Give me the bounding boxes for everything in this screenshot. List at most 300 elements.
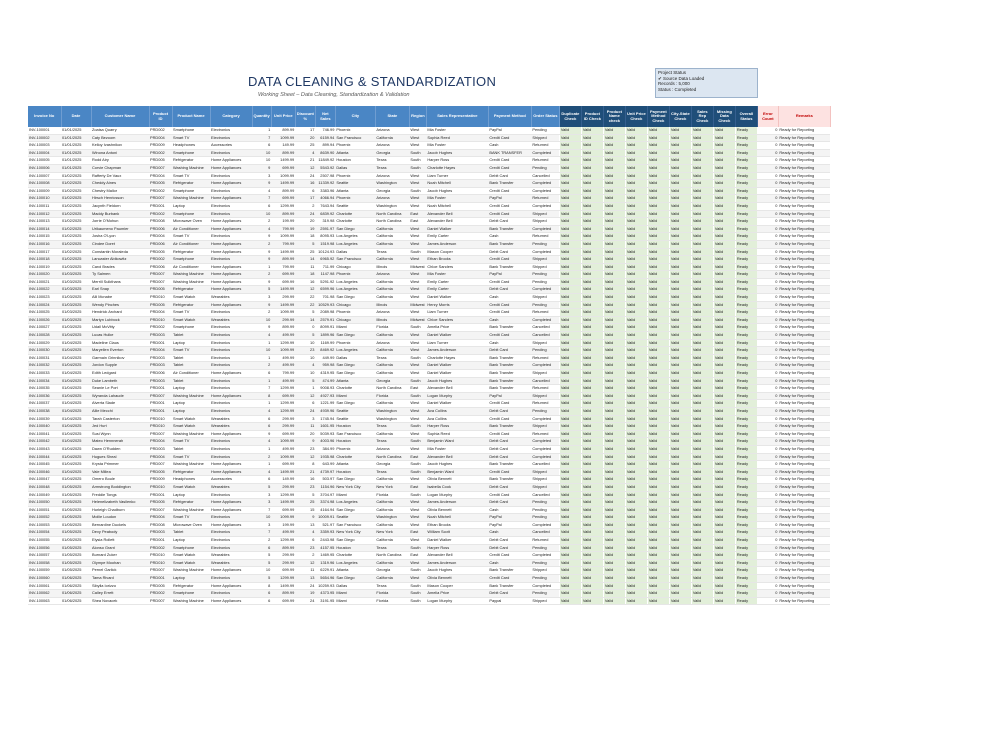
check-cell[interactable]: Valid <box>603 157 625 165</box>
check-cell[interactable]: Valid <box>647 415 669 423</box>
remarks-cell[interactable]: Ready for Reporting <box>778 225 830 233</box>
check-cell[interactable]: Valid <box>691 521 713 529</box>
table-cell[interactable]: Debit Card <box>488 286 531 294</box>
check-cell[interactable]: Valid <box>647 385 669 393</box>
check-cell[interactable]: Valid <box>559 453 581 461</box>
check-cell[interactable]: Valid <box>669 187 691 195</box>
table-cell[interactable]: Smart TV <box>172 347 210 355</box>
table-cell[interactable]: 6 <box>295 400 315 408</box>
table-cell[interactable]: PRD001 <box>149 407 172 415</box>
table-cell[interactable]: Smart TV <box>172 172 210 180</box>
check-cell[interactable]: Valid <box>603 567 625 575</box>
table-cell[interactable]: Mia Foster <box>426 271 488 279</box>
overall-status-cell[interactable]: Ready <box>735 240 757 248</box>
table-cell[interactable]: PRD007 <box>149 195 172 203</box>
table-cell[interactable]: 499.99 <box>271 354 295 362</box>
table-cell[interactable]: Devy Peabody <box>91 529 149 537</box>
table-cell[interactable]: 12 <box>295 164 315 172</box>
table-cell[interactable]: Illinois <box>375 301 409 309</box>
table-row[interactable] <box>28 529 830 537</box>
table-cell[interactable]: Alonso Grant <box>91 544 149 552</box>
check-cell[interactable]: Valid <box>559 233 581 241</box>
table-cell[interactable]: California <box>375 256 409 264</box>
remarks-cell[interactable]: Ready for Reporting <box>778 233 830 241</box>
check-cell[interactable]: Valid <box>559 385 581 393</box>
table-cell[interactable]: 1299.99 <box>271 385 295 393</box>
check-cell[interactable]: Valid <box>713 225 735 233</box>
table-row[interactable] <box>28 552 830 560</box>
table-cell[interactable]: Laptop <box>172 385 210 393</box>
table-cell[interactable]: PRD005 <box>149 248 172 256</box>
overall-status-cell[interactable]: Ready <box>735 423 757 431</box>
check-cell[interactable]: Valid <box>581 597 603 605</box>
check-cell[interactable]: Valid <box>603 559 625 567</box>
table-cell[interactable]: 3 <box>252 491 271 499</box>
table-cell[interactable]: INV-100012 <box>28 210 61 218</box>
check-cell[interactable]: Valid <box>669 316 691 324</box>
table-cell[interactable]: Shipped <box>531 294 559 302</box>
check-cell[interactable]: Valid <box>647 453 669 461</box>
table-cell[interactable]: PRD010 <box>149 483 172 491</box>
table-cell[interactable]: Smartphone <box>172 210 210 218</box>
table-cell[interactable]: Phoenix <box>335 271 375 279</box>
table-cell[interactable]: Seattle <box>335 407 375 415</box>
table-cell[interactable]: Pending <box>531 271 559 279</box>
table-cell[interactable]: Jorrie O'Mohun <box>91 218 149 226</box>
table-cell[interactable]: Completed <box>531 149 559 157</box>
remarks-cell[interactable]: Ready for Reporting <box>778 400 830 408</box>
table-cell[interactable]: South <box>409 187 426 195</box>
table-cell[interactable]: 01/06/2025 <box>61 575 91 583</box>
check-cell[interactable]: Valid <box>581 514 603 522</box>
table-cell[interactable]: East <box>409 385 426 393</box>
table-cell[interactable]: PRD001 <box>149 400 172 408</box>
table-cell[interactable]: Washing Machine <box>172 506 210 514</box>
table-cell[interactable]: Houston <box>335 423 375 431</box>
table-cell[interactable]: Miami <box>335 324 375 332</box>
check-cell[interactable]: Valid <box>625 225 647 233</box>
check-cell[interactable]: Valid <box>647 392 669 400</box>
table-cell[interactable]: 01/06/2025 <box>61 597 91 605</box>
table-cell[interactable]: West <box>409 271 426 279</box>
table-cell[interactable]: 10 <box>295 354 315 362</box>
table-cell[interactable]: 2591.97 <box>315 225 335 233</box>
check-cell[interactable]: Valid <box>559 559 581 567</box>
check-cell[interactable]: Valid <box>691 180 713 188</box>
table-cell[interactable]: Electronics <box>210 324 252 332</box>
table-cell[interactable]: Home Appliances <box>210 370 252 378</box>
table-cell[interactable]: Returned <box>531 385 559 393</box>
remarks-cell[interactable]: Ready for Reporting <box>778 590 830 598</box>
error-count-cell[interactable]: 0 <box>757 202 778 210</box>
table-cell[interactable]: West <box>409 415 426 423</box>
check-cell[interactable]: Valid <box>669 453 691 461</box>
check-cell[interactable]: Valid <box>603 339 625 347</box>
table-row[interactable] <box>28 575 830 583</box>
table-cell[interactable]: 2 <box>252 218 271 226</box>
check-cell[interactable]: Valid <box>691 392 713 400</box>
check-cell[interactable]: Valid <box>559 256 581 264</box>
table-row[interactable] <box>28 438 830 446</box>
table-cell[interactable]: Completed <box>531 187 559 195</box>
table-cell[interactable]: 01/02/2025 <box>61 202 91 210</box>
check-cell[interactable]: Valid <box>691 529 713 537</box>
check-cell[interactable]: Valid <box>691 567 713 575</box>
remarks-cell[interactable]: Ready for Reporting <box>778 445 830 453</box>
check-cell[interactable]: Valid <box>647 590 669 598</box>
table-row[interactable] <box>28 286 830 294</box>
check-cell[interactable]: Valid <box>559 248 581 256</box>
table-cell[interactable]: 01/04/2025 <box>61 415 91 423</box>
check-cell[interactable]: Valid <box>581 590 603 598</box>
column-header[interactable]: Quantity <box>252 106 271 127</box>
table-cell[interactable]: Smart TV <box>172 514 210 522</box>
check-cell[interactable]: Valid <box>581 483 603 491</box>
table-cell[interactable]: Home Appliances <box>210 271 252 279</box>
table-cell[interactable]: Vale Millea <box>91 468 149 476</box>
table-cell[interactable]: 01/01/2025 <box>61 164 91 172</box>
check-cell[interactable]: Valid <box>669 590 691 598</box>
table-cell[interactable]: INV-100027 <box>28 324 61 332</box>
table-cell[interactable]: Bank Transfer <box>488 567 531 575</box>
table-cell[interactable]: 13 <box>295 521 315 529</box>
table-cell[interactable]: Martyn Lubbock <box>91 316 149 324</box>
table-cell[interactable]: Corvie Chapman <box>91 164 149 172</box>
check-cell[interactable]: Valid <box>581 354 603 362</box>
table-cell[interactable]: Pending <box>531 301 559 309</box>
table-cell[interactable]: Seattle <box>335 514 375 522</box>
table-cell[interactable]: 25 <box>295 499 315 507</box>
table-cell[interactable]: Electronics <box>210 127 252 134</box>
table-cell[interactable]: Miami <box>335 491 375 499</box>
check-cell[interactable]: Valid <box>625 499 647 507</box>
check-cell[interactable]: Valid <box>581 362 603 370</box>
check-cell[interactable]: Valid <box>691 316 713 324</box>
table-cell[interactable]: Alli Mcnabe <box>91 294 149 302</box>
check-cell[interactable]: Valid <box>559 567 581 575</box>
check-column-header[interactable]: Missing Data Check <box>713 106 735 127</box>
table-cell[interactable]: 6 <box>252 142 271 150</box>
table-cell[interactable]: Smart Watch <box>172 316 210 324</box>
error-count-cell[interactable]: 0 <box>757 354 778 362</box>
check-cell[interactable]: Valid <box>559 301 581 309</box>
table-cell[interactable]: Electronics <box>210 400 252 408</box>
table-cell[interactable]: Phoenix <box>335 142 375 150</box>
check-cell[interactable]: Valid <box>691 256 713 264</box>
table-cell[interactable]: 7 <box>252 506 271 514</box>
table-row[interactable] <box>28 582 830 590</box>
table-cell[interactable]: Wearables <box>210 483 252 491</box>
check-cell[interactable]: Valid <box>603 240 625 248</box>
check-cell[interactable]: Valid <box>669 407 691 415</box>
table-cell[interactable]: Florida <box>375 590 409 598</box>
error-count-cell[interactable]: 0 <box>757 453 778 461</box>
check-cell[interactable]: Valid <box>647 256 669 264</box>
check-cell[interactable]: Valid <box>691 552 713 560</box>
overall-status-cell[interactable]: Ready <box>735 559 757 567</box>
check-cell[interactable]: Valid <box>691 263 713 271</box>
check-cell[interactable]: Valid <box>603 483 625 491</box>
table-cell[interactable]: 1169.99 <box>315 339 335 347</box>
table-cell[interactable]: PRD004 <box>149 172 172 180</box>
table-cell[interactable]: Cancelled <box>531 529 559 537</box>
table-cell[interactable]: 1499.99 <box>271 248 295 256</box>
check-cell[interactable]: Valid <box>713 453 735 461</box>
table-cell[interactable]: PRD005 <box>149 286 172 294</box>
table-cell[interactable]: INV-100005 <box>28 157 61 165</box>
table-row[interactable] <box>28 202 830 210</box>
table-cell[interactable]: San Diego <box>335 400 375 408</box>
table-cell[interactable]: 01/04/2025 <box>61 370 91 378</box>
table-cell[interactable]: Debit Card <box>488 453 531 461</box>
check-cell[interactable]: Valid <box>691 377 713 385</box>
table-row[interactable] <box>28 521 830 529</box>
table-cell[interactable]: Bank Transfer <box>488 476 531 484</box>
table-cell[interactable]: New York <box>375 483 409 491</box>
table-cell[interactable]: PayPal <box>488 271 531 279</box>
check-cell[interactable]: Valid <box>669 233 691 241</box>
table-cell[interactable]: Debit Card <box>488 218 531 226</box>
check-cell[interactable]: Valid <box>603 286 625 294</box>
table-cell[interactable]: Texas <box>375 157 409 165</box>
table-cell[interactable]: Dallas <box>335 164 375 172</box>
table-cell[interactable]: Mia Foster <box>426 142 488 150</box>
table-cell[interactable]: West <box>409 407 426 415</box>
table-cell[interactable]: 23 <box>295 544 315 552</box>
error-count-cell[interactable]: 0 <box>757 400 778 408</box>
table-cell[interactable]: 699.99 <box>271 278 295 286</box>
table-cell[interactable]: 22 <box>295 294 315 302</box>
table-cell[interactable]: PRD003 <box>149 354 172 362</box>
check-cell[interactable]: Valid <box>669 142 691 150</box>
table-cell[interactable]: South <box>409 324 426 332</box>
table-cell[interactable]: 01/04/2025 <box>61 423 91 431</box>
check-cell[interactable]: Valid <box>669 377 691 385</box>
table-cell[interactable]: San Diego <box>335 294 375 302</box>
check-cell[interactable]: Valid <box>669 225 691 233</box>
table-cell[interactable]: Washington <box>375 180 409 188</box>
table-cell[interactable]: Credit Card <box>488 400 531 408</box>
check-cell[interactable]: Valid <box>603 210 625 218</box>
table-cell[interactable]: Benjamin Ward <box>426 438 488 446</box>
table-cell[interactable]: Amelia Price <box>426 324 488 332</box>
table-cell[interactable]: West <box>409 278 426 286</box>
table-cell[interactable]: Noah Mitchell <box>426 514 488 522</box>
table-cell[interactable]: Wearables <box>210 552 252 560</box>
check-cell[interactable]: Valid <box>625 263 647 271</box>
table-cell[interactable]: 10 <box>252 157 271 165</box>
table-cell[interactable]: 3 <box>252 172 271 180</box>
table-cell[interactable]: Shipped <box>531 263 559 271</box>
table-cell[interactable]: Electronics <box>210 407 252 415</box>
check-cell[interactable]: Valid <box>713 521 735 529</box>
table-cell[interactable]: New York <box>375 529 409 537</box>
table-cell[interactable]: California <box>375 294 409 302</box>
table-cell[interactable]: 17 <box>295 127 315 134</box>
check-cell[interactable]: Valid <box>603 202 625 210</box>
check-cell[interactable]: Valid <box>691 271 713 279</box>
check-cell[interactable]: Valid <box>581 559 603 567</box>
check-cell[interactable]: Valid <box>559 362 581 370</box>
table-cell[interactable]: 01/06/2025 <box>61 582 91 590</box>
table-cell[interactable]: Shipped <box>531 256 559 264</box>
remarks-cell[interactable]: Ready for Reporting <box>778 483 830 491</box>
table-cell[interactable]: Alexander Bell <box>426 552 488 560</box>
table-cell[interactable]: 10 <box>252 514 271 522</box>
table-cell[interactable]: Electronics <box>210 590 252 598</box>
table-cell[interactable]: 01/04/2025 <box>61 354 91 362</box>
error-count-cell[interactable]: 0 <box>757 407 778 415</box>
table-cell[interactable]: 9 <box>295 438 315 446</box>
check-cell[interactable]: Valid <box>713 438 735 446</box>
remarks-cell[interactable]: Ready for Reporting <box>778 286 830 294</box>
check-cell[interactable]: Valid <box>559 240 581 248</box>
table-cell[interactable]: 01/02/2025 <box>61 195 91 203</box>
check-cell[interactable]: Valid <box>603 218 625 226</box>
table-cell[interactable]: Susi Wynn <box>91 430 149 438</box>
check-cell[interactable]: Valid <box>669 172 691 180</box>
table-row[interactable] <box>28 370 830 378</box>
table-cell[interactable]: Olivia Bennett <box>426 476 488 484</box>
check-column-header[interactable]: Duplicate Check <box>559 106 581 127</box>
table-cell[interactable]: Los Angeles <box>335 240 375 248</box>
table-cell[interactable]: New York City <box>335 529 375 537</box>
table-cell[interactable]: INV-100052 <box>28 514 61 522</box>
table-cell[interactable]: San Diego <box>335 476 375 484</box>
table-cell[interactable]: Refrigerator <box>172 286 210 294</box>
table-row[interactable] <box>28 210 830 218</box>
table-cell[interactable]: Electronics <box>210 347 252 355</box>
table-cell[interactable]: 9 <box>252 301 271 309</box>
table-cell[interactable]: Returned <box>531 354 559 362</box>
table-cell[interactable]: 899.99 <box>271 590 295 598</box>
table-row[interactable] <box>28 423 830 431</box>
check-cell[interactable]: Valid <box>603 521 625 529</box>
check-cell[interactable]: Valid <box>691 400 713 408</box>
table-cell[interactable]: Laptop <box>172 537 210 545</box>
check-cell[interactable]: Valid <box>581 172 603 180</box>
table-cell[interactable]: Jordon Supple <box>91 362 149 370</box>
table-cell[interactable]: 1499.99 <box>271 157 295 165</box>
check-cell[interactable]: Valid <box>647 544 669 552</box>
table-row[interactable] <box>28 339 830 347</box>
table-cell[interactable]: Shipped <box>531 468 559 476</box>
table-cell[interactable]: Cancelled <box>531 377 559 385</box>
table-cell[interactable]: Olivia Bennett <box>426 575 488 583</box>
table-cell[interactable]: PRD007 <box>149 506 172 514</box>
check-cell[interactable]: Valid <box>581 142 603 150</box>
table-cell[interactable]: Noah Mitchell <box>426 180 488 188</box>
table-cell[interactable]: 20 <box>295 430 315 438</box>
table-cell[interactable]: INV-100051 <box>28 506 61 514</box>
table-cell[interactable]: Mason Cooper <box>426 248 488 256</box>
table-row[interactable] <box>28 491 830 499</box>
table-cell[interactable]: Texas <box>375 468 409 476</box>
error-count-cell[interactable]: 0 <box>757 195 778 203</box>
table-cell[interactable]: Washing Machine <box>172 567 210 575</box>
check-cell[interactable]: Valid <box>713 248 735 256</box>
check-cell[interactable]: Valid <box>603 134 625 142</box>
table-cell[interactable]: 01/05/2025 <box>61 521 91 529</box>
check-cell[interactable]: Valid <box>625 590 647 598</box>
check-cell[interactable]: Valid <box>713 582 735 590</box>
overall-status-cell[interactable]: Ready <box>735 521 757 529</box>
table-cell[interactable]: 3 <box>252 294 271 302</box>
table-cell[interactable]: Completed <box>531 248 559 256</box>
check-cell[interactable]: Valid <box>559 187 581 195</box>
check-cell[interactable]: Valid <box>559 218 581 226</box>
table-cell[interactable]: 1499.99 <box>271 180 295 188</box>
table-cell[interactable]: PRD001 <box>149 202 172 210</box>
check-cell[interactable]: Valid <box>669 271 691 279</box>
check-cell[interactable]: Valid <box>691 370 713 378</box>
check-cell[interactable]: Valid <box>669 514 691 522</box>
error-count-cell[interactable]: 0 <box>757 149 778 157</box>
check-cell[interactable]: Valid <box>581 347 603 355</box>
check-cell[interactable]: Valid <box>691 218 713 226</box>
table-cell[interactable]: PRD006 <box>149 263 172 271</box>
table-cell[interactable]: 01/04/2025 <box>61 377 91 385</box>
table-cell[interactable]: 01/05/2025 <box>61 552 91 560</box>
table-cell[interactable]: PRD007 <box>149 461 172 469</box>
check-cell[interactable]: Valid <box>603 544 625 552</box>
table-cell[interactable]: PRD002 <box>149 210 172 218</box>
table-cell[interactable]: Home Appliances <box>210 248 252 256</box>
error-column-header[interactable]: Remarks <box>778 106 830 127</box>
table-cell[interactable]: 8639.90 <box>315 149 335 157</box>
table-cell[interactable]: West <box>409 430 426 438</box>
table-cell[interactable]: 6599.96 <box>315 286 335 294</box>
overall-status-cell[interactable]: Ready <box>735 294 757 302</box>
check-cell[interactable]: Valid <box>603 575 625 583</box>
check-cell[interactable]: Valid <box>559 582 581 590</box>
table-cell[interactable]: San Diego <box>335 537 375 545</box>
remarks-cell[interactable]: Ready for Reporting <box>778 294 830 302</box>
table-cell[interactable]: South <box>409 157 426 165</box>
check-cell[interactable]: Valid <box>691 294 713 302</box>
check-cell[interactable]: Valid <box>691 332 713 340</box>
table-cell[interactable]: Pernel Garlick <box>91 567 149 575</box>
table-cell[interactable]: Smart TV <box>172 233 210 241</box>
check-cell[interactable]: Valid <box>713 537 735 545</box>
column-header[interactable]: City <box>335 106 375 127</box>
check-cell[interactable]: Valid <box>669 423 691 431</box>
table-cell[interactable]: INV-100054 <box>28 529 61 537</box>
table-cell[interactable]: Electronics <box>210 172 252 180</box>
check-cell[interactable]: Valid <box>691 202 713 210</box>
remarks-cell[interactable]: Ready for Reporting <box>778 263 830 271</box>
table-cell[interactable]: Bank Transfer <box>488 180 531 188</box>
remarks-cell[interactable]: Ready for Reporting <box>778 127 830 134</box>
table-cell[interactable]: Home Appliances <box>210 597 252 605</box>
table-cell[interactable]: Sophia Reed <box>426 134 488 142</box>
table-cell[interactable]: 01/05/2025 <box>61 544 91 552</box>
check-cell[interactable]: Valid <box>625 172 647 180</box>
check-cell[interactable]: Valid <box>603 149 625 157</box>
check-cell[interactable]: Valid <box>581 468 603 476</box>
table-cell[interactable]: 5 <box>252 483 271 491</box>
check-cell[interactable]: Valid <box>625 468 647 476</box>
check-cell[interactable]: Valid <box>603 430 625 438</box>
overall-status-cell[interactable]: Ready <box>735 370 757 378</box>
table-cell[interactable]: Smartphone <box>172 256 210 264</box>
remarks-cell[interactable]: Ready for Reporting <box>778 567 830 575</box>
remarks-cell[interactable]: Ready for Reporting <box>778 202 830 210</box>
error-count-cell[interactable]: 0 <box>757 248 778 256</box>
remarks-cell[interactable]: Ready for Reporting <box>778 385 830 393</box>
check-cell[interactable]: Valid <box>691 468 713 476</box>
table-cell[interactable]: Cancelled <box>531 172 559 180</box>
